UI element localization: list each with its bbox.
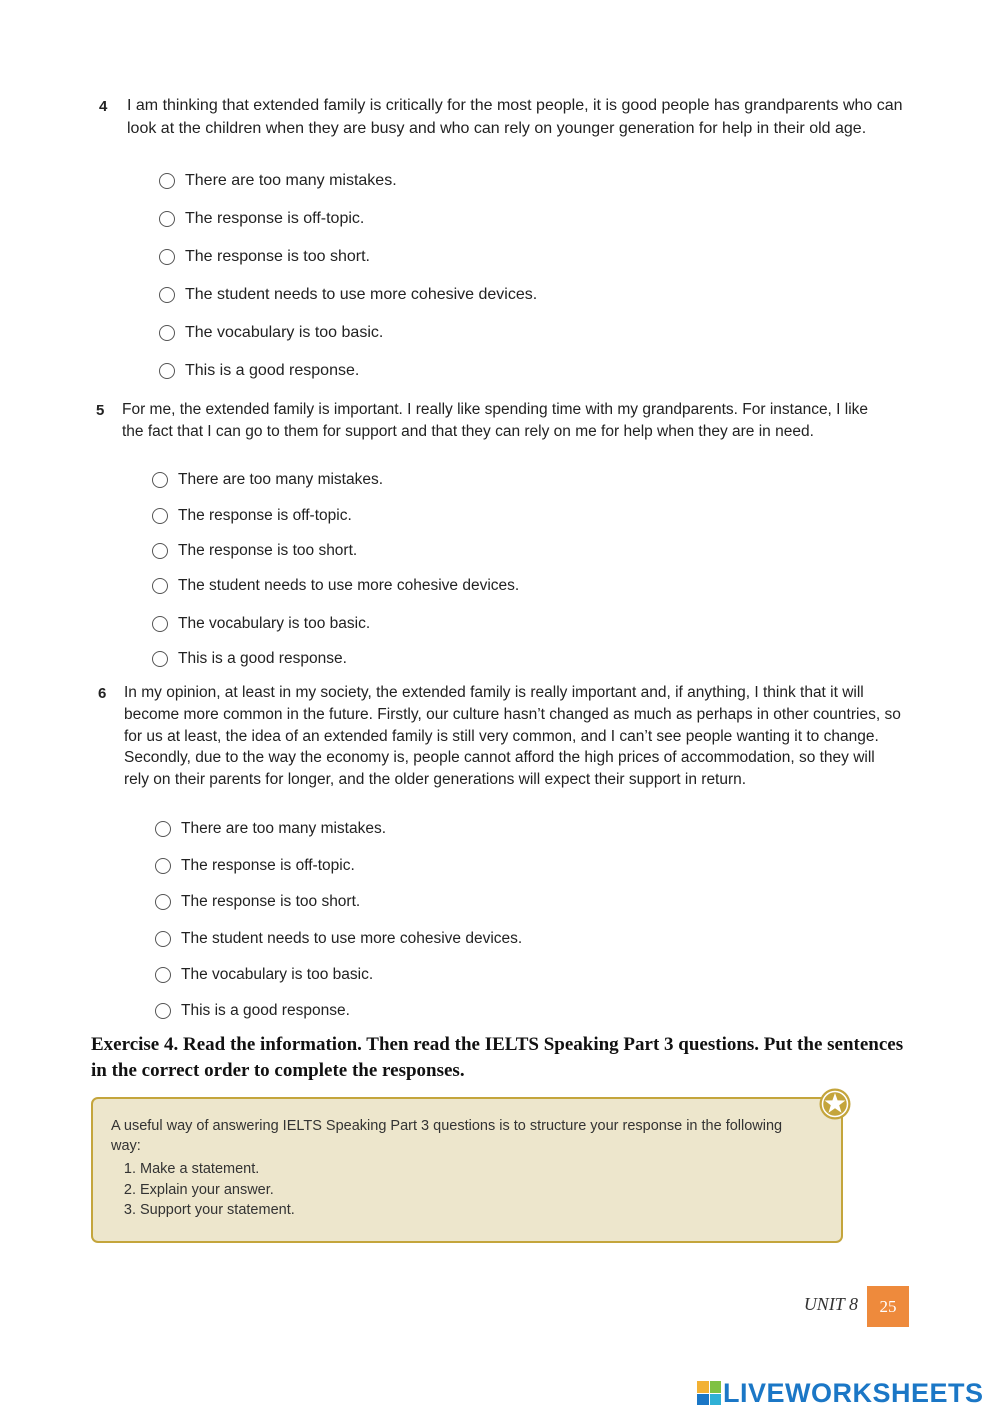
radio-button[interactable] [152,472,168,488]
option-vocabulary-basic[interactable]: The vocabulary is too basic. [159,324,383,342]
option-good-response[interactable]: This is a good response. [152,650,347,668]
radio-button[interactable] [159,249,175,265]
radio-button[interactable] [155,931,171,947]
liveworksheets-logo [697,1375,984,1411]
info-intro: A useful way of answering IELTS Speaking Part 3 questions is to structure your response in the following way: [111,1118,783,1154]
radio-button[interactable] [155,1003,171,1019]
option-good-response[interactable]: This is a good response. [159,362,359,380]
info-steps [111,1159,823,1221]
option-vocabulary-basic[interactable]: The vocabulary is too basic. [152,615,370,633]
radio-button[interactable] [155,858,171,874]
option-good-response[interactable]: This is a good response. [155,1002,350,1020]
question-text: For me, the extended family is important. I really like spending time with my grandparents. For instance, I like the fact that I can go to them for support and that they can rely on me for help when they are in need. [122,401,869,440]
option-too-short[interactable]: The response is too short. [152,542,357,560]
radio-button[interactable] [159,287,175,303]
info-step: 3. Support your statement. [140,1200,823,1221]
option-off-topic[interactable]: The response is off-topic. [155,857,355,875]
radio-button[interactable] [152,651,168,667]
question-number: 4 [99,98,108,115]
option-cohesive-devices[interactable]: The student needs to use more cohesive devices. [159,286,537,304]
logo-icon [697,1381,721,1405]
radio-button[interactable] [155,894,171,910]
question-number: 6 [98,685,107,702]
option-off-topic[interactable]: The response is off-topic. [159,210,364,228]
radio-button[interactable] [159,211,175,227]
question-text: I am thinking that extended family is critically for the most people, it is good people has grandparents who can look at the children when they are busy and who can rely on younger generation for help in their old age. [127,97,903,137]
option-too-short[interactable]: The response is too short. [155,893,360,911]
info-step: 1. Make a statement. [140,1159,823,1180]
option-too-many-mistakes[interactable]: There are too many mistakes. [152,471,383,489]
option-too-many-mistakes[interactable]: There are too many mistakes. [155,820,386,838]
radio-button[interactable] [155,821,171,837]
question-text: In my opinion, at least in my society, the extended family is really important and, if anything, I think that it will become more common in the future. Firstly, our culture hasn’t changed as much as perhaps in other countries, so for us at least, the idea of an extended family is still very common, and I can’t see people wanting it to change. Secondly, due to the way the economy is, people cannot afford the high prices of accommodation, so they will rely on their parents for longer, and the older generations will expect their support in return. [124,684,901,789]
info-box [91,1097,843,1243]
radio-button[interactable] [152,578,168,594]
option-vocabulary-basic[interactable]: The vocabulary is too basic. [155,966,373,984]
radio-button[interactable] [155,967,171,983]
unit-label: UNIT 8 [803,1294,858,1314]
radio-button[interactable] [152,508,168,524]
info-step: 2. Explain your answer. [140,1180,823,1201]
question-number: 5 [96,402,105,419]
page-number: 25 [867,1286,909,1327]
radio-button[interactable] [152,616,168,632]
exercise-heading: Exercise 4. Read the information. Then read the IELTS Speaking Part 3 questions. Put the sentences in the correct order to complete the responses. [91,1034,904,1081]
option-cohesive-devices[interactable]: The student needs to use more cohesive devices. [155,930,522,948]
radio-button[interactable] [159,325,175,341]
option-too-many-mistakes[interactable]: There are too many mistakes. [159,172,397,190]
radio-button[interactable] [152,543,168,559]
radio-button[interactable] [159,173,175,189]
star-icon [818,1087,852,1121]
option-off-topic[interactable]: The response is off-topic. [152,507,352,525]
option-too-short[interactable]: The response is too short. [159,248,370,266]
brand-name: LIVEWORKSHEETS [723,1377,984,1408]
radio-button[interactable] [159,363,175,379]
option-cohesive-devices[interactable]: The student needs to use more cohesive devices. [152,577,519,595]
